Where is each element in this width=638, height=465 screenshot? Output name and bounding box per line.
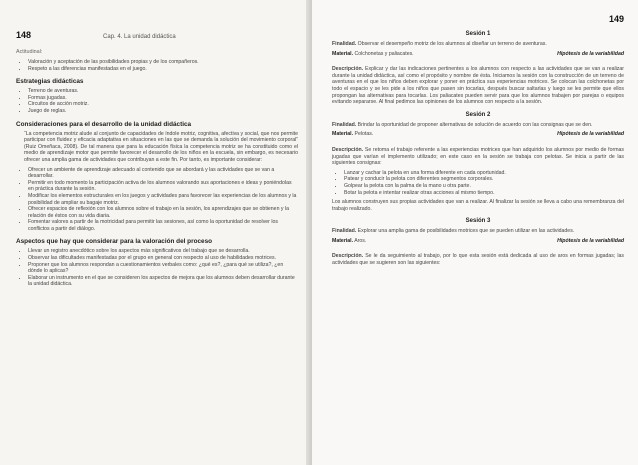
list-item: • Modificar los elementos estructurales en los juegos y actividades para favorecer las experiencias de los alumnos y la posibilidad de ampliar su bagaje motriz. <box>28 193 298 206</box>
list-item: • Juego de reglas. <box>28 108 298 115</box>
s1-material-row <box>332 51 624 58</box>
s3-finalidad <box>332 228 624 235</box>
s1-finalidad-text: Observar el desempeño motriz de los alumnos al diseñar un terreno de aventuras. <box>357 41 547 47</box>
list-item: • Golpear la pelota con la palma de la mano u otra parte. <box>344 183 624 190</box>
list-item: • Valoración y aceptación de las posibilidades propias y de los compañeros. <box>28 59 298 66</box>
session-2-title: Sesión 2 <box>465 111 491 118</box>
s2-finalidad <box>332 122 624 129</box>
s3-desc-text: Se le da seguimiento al trabajo, por lo que esta sesión está dedicada al uso de aros en formas jugadas; las actividades que se sugieren son las siguientes: <box>332 253 624 267</box>
considerations-list <box>16 167 298 233</box>
list-item: • Ofrecer un ambiente de aprendizaje adecuado al contenido que se abordará y las actividades que se van a desarrollar. <box>28 167 298 180</box>
s2-finalidad-label: Finalidad. <box>332 121 357 128</box>
s2-desc-text: Se retoma el trabajo referente a las experiencias motrices que han adquirido los alumnos por medio de formas jugadas que varían el implemento utilizado; en este caso en la sesión se trabaja con pelotas. Se inicia a partir de las siguientes consignas: <box>332 146 624 167</box>
list-item: • Observar las dificultades manifestadas por el grupo en general con respecto al uso de habilidades motrices. <box>28 255 298 262</box>
list-item: • Ofrecer espacios de reflexión con los alumnos sobre el trabajo en la sesión, los aprendizajes que se obtienen y la relación de éstos con su vida diaria. <box>28 206 298 219</box>
s1-finalidad <box>332 41 624 48</box>
s3-material-row <box>332 238 624 245</box>
s2-finalidad-text: Brindar la oportunidad de proponer alternativas de solución de acuerdo con las consignas que se den. <box>357 121 593 128</box>
list-item: • Fomentar valores a partir de la motricidad para permitir las sesiones, así como la oportunidad de resolver los conflictos a partir del diálogo. <box>28 219 298 232</box>
s3-desc-label: Descripción. <box>332 253 364 260</box>
list-item: • Permitir en todo momento la participación activa de los alumnos valorando sus aportaciones e ideas y poniéndolas en práctica durante la sesión. <box>28 180 298 193</box>
s3-finalidad-text: Explorar una amplia gama de posibilidades motrices que se pueden utilizar en las actividades. <box>357 228 575 235</box>
section-heading-aspects: Aspectos que hay que considerar para la valoración del proceso <box>16 238 213 246</box>
actitudinal-label: Actitudinal: <box>16 49 43 55</box>
s2-closing: Los alumnos construyen sus propias actividades que van a realizar. Al finalizar la sesión se lleva a cabo una remembranza del trabajo realizado. <box>332 199 624 212</box>
list-item: • Respeto a las diferencias manifestadas en el juego. <box>28 66 298 73</box>
s1-descripcion <box>332 66 624 106</box>
list-item: • Formas jugadas. <box>28 95 298 102</box>
list-item: • Lanzar y cachar la pelota en una forma diferente en cada oportunidad. <box>344 170 624 177</box>
s3-material-text: Aros. <box>354 237 367 244</box>
list-item: • Elaborar un instrumento en el que se consideren los aspectos de mejora que los alumnos deben desarrollar durante la unidad didáctica. <box>28 275 298 288</box>
left-page-number: 148 <box>16 30 32 40</box>
list-item: • Botar la pelota e intentar realizar otras acciones al mismo tiempo. <box>344 190 624 197</box>
s2-desc-label: Descripción. <box>332 146 364 153</box>
right-page-number: 149 <box>608 14 624 24</box>
running-head: Cap. 4. La unidad didáctica <box>103 34 176 40</box>
session-3-title: Sesión 3 <box>465 218 491 225</box>
list-item: • Llevar un registro anecdótico sobre los aspectos más significativos del trabajo que se desarrolla. <box>28 248 298 255</box>
s3-material-label: Material. <box>332 237 354 244</box>
aspects-list <box>16 248 298 288</box>
section-heading-strategies: Estrategias didácticas <box>16 78 84 86</box>
left-header <box>16 30 298 40</box>
s1-material-text: Colchonetas y paliacates. <box>354 50 414 57</box>
session-1-title: Sesión 1 <box>465 31 491 37</box>
right-page <box>312 0 638 465</box>
section-heading-considerations: Consideraciones para el desarrollo de la unidad didáctica <box>16 120 192 128</box>
s2-material-row <box>332 131 624 138</box>
s3-finalidad-label: Finalidad. <box>332 228 357 235</box>
quote-paragraph: “La competencia motriz alude al conjunto de capacidades de índole motriz, cognitiva, afectiva y social, que nos permite participar con fluidez y eficacia adaptativa en situaciones en las que se demanda la solución del movimiento corporal” (Ruiz Omeñaca, 2008). De tal manera que para la educación física la competencia motriz se ha constituido como el medio de aprendizaje motor que permite favorecer el desarrollo de los niños en la escuela, sin embargo, es necesario ofrecer una amplia gama de actividades que contribuyan a este fin. Por tanto, es importante considerar: <box>24 130 298 163</box>
s2-list <box>332 170 624 196</box>
actitudinal-list <box>16 59 298 72</box>
s1-desc-label: Descripción. <box>332 66 364 73</box>
s3-hipotesis: Hipótesis de la variabilidad <box>557 237 624 244</box>
s3-descripcion <box>332 253 624 266</box>
s2-material-text: Pelotas. <box>354 131 374 138</box>
s1-hipotesis: Hipótesis de la variabilidad <box>557 50 624 57</box>
list-item: • Circuitos de acción motriz. <box>28 101 298 108</box>
s1-finalidad-label: Finalidad. <box>332 41 357 47</box>
s2-material-label: Material. <box>332 131 354 138</box>
s1-material-label: Material. <box>332 50 354 57</box>
list-item: • Patear y conducir la pelota con diferentes segmentos corporales. <box>344 176 624 183</box>
s2-descripcion <box>332 147 624 167</box>
list-item: • Terreno de aventuras. <box>28 88 298 95</box>
s2-hipotesis: Hipótesis de la variabilidad <box>557 131 624 138</box>
left-page <box>0 0 312 465</box>
s1-desc-text: Explicar y dar las indicaciones pertinentes a los alumnos con respecto a las actividades que se van a realizar durante la unidad didáctica, así como el propósito y nombre de ésta. Iniciamos la sesión con la construcción de un terreno de aventuras en el que los niños deben explorar y poner en práctica sus experiencias motrices. Se colocan las colchonetas por todo el espacio y se les pide a los niños que pasen sin tocarlas, después buscar saltarlas y luego se les permite que ellos propongan las alternativas para tocarlas. Los paliacates pueden servir para que los alumnos trabajen por parejas o equipos evitando separarse. Al final pedimos las opiniones de los alumnos con respecto a la sesión. <box>332 66 624 106</box>
strategies-list <box>16 88 298 114</box>
list-item: • Proponer que los alumnos respondan a cuestionamientos verbales como: ¿qué es?, ¿para qué se utiliza?, ¿en dónde lo aplicas? <box>28 262 298 275</box>
